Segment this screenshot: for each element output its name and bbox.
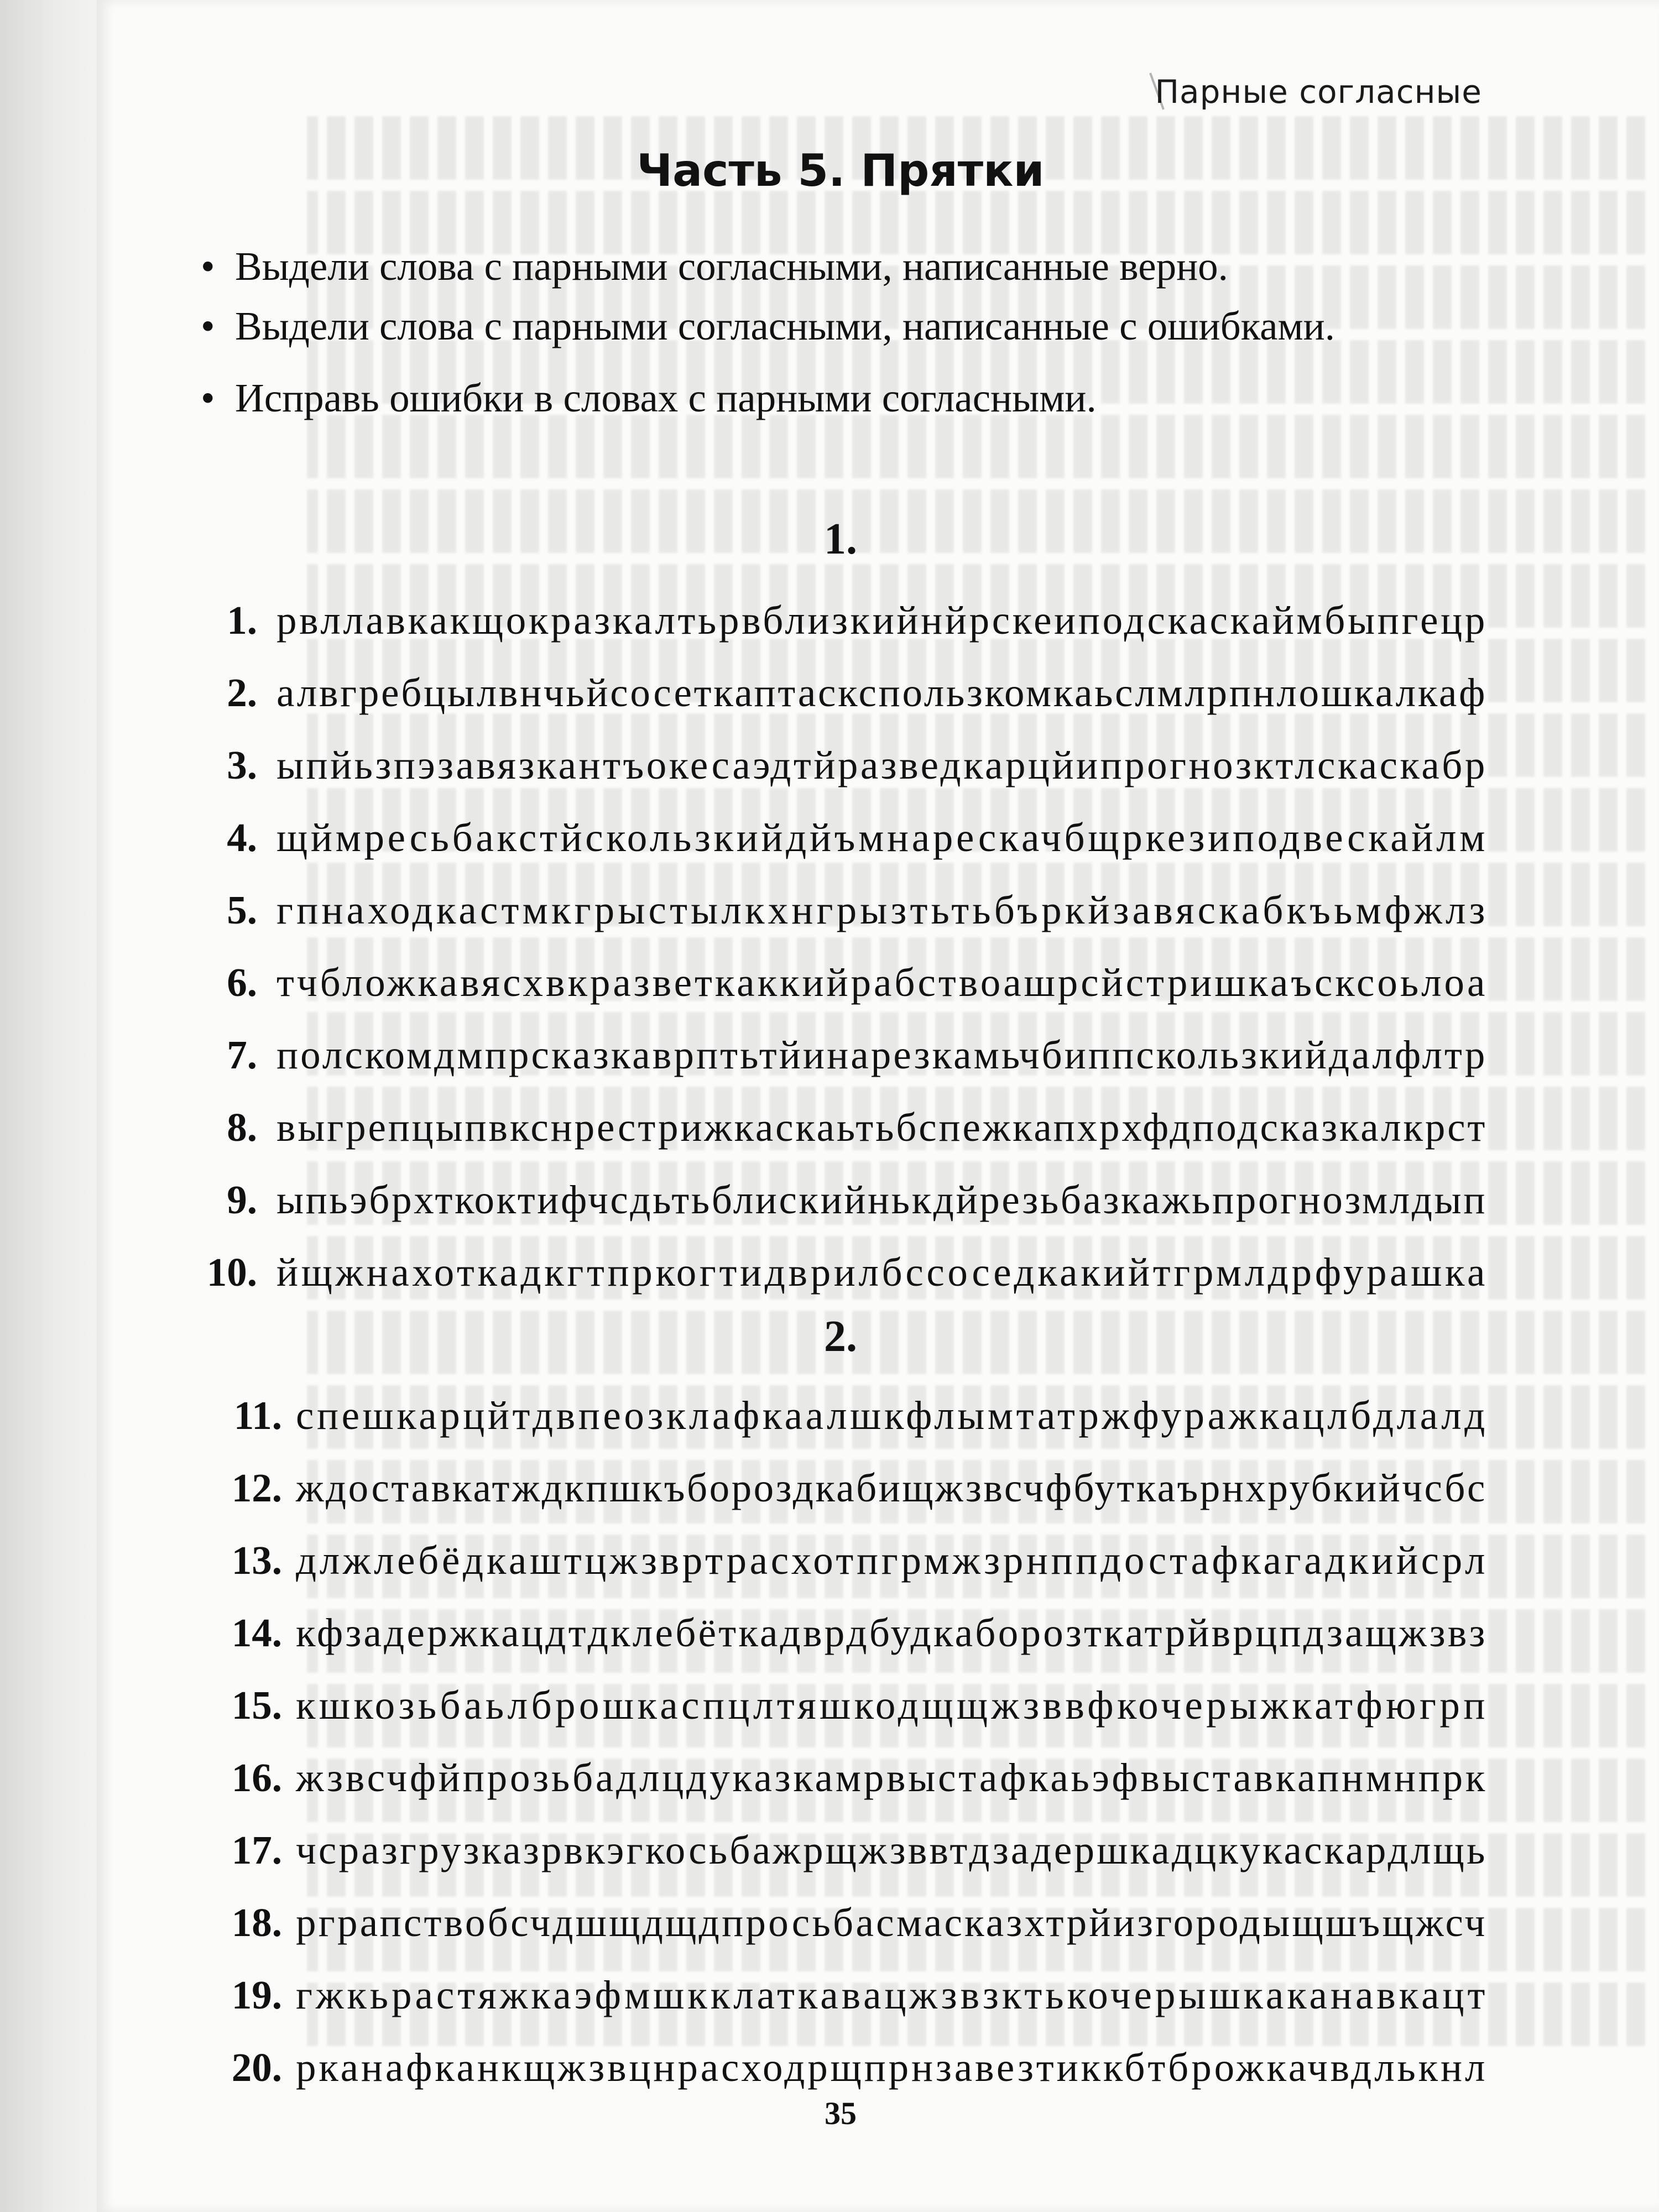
row-letters[interactable]: кшкозьбаьлброшкаспцлтяшкодщщжзввфкочерыжкатфюгрп bbox=[296, 1683, 1489, 1728]
row-letters[interactable]: полскомдмпрсказкаврптьтйинарезкамьчбиппскользкийдалфлтр bbox=[276, 1032, 1488, 1077]
row-number: 2. bbox=[227, 670, 257, 715]
letter-row bbox=[196, 1388, 1488, 1460]
row-letters[interactable]: тчбложкавясхвкразветкаккийрабствоашрсйстришкаъсксоьлоа bbox=[276, 960, 1488, 1005]
instruction-item bbox=[196, 368, 1490, 428]
letter-row bbox=[196, 738, 1488, 810]
letter-row bbox=[196, 1895, 1488, 1968]
row-letters[interactable]: ждоставкатждкпшкъбороздкабищжзвсчфбуткаърнхрубкийчсбс bbox=[296, 1465, 1487, 1510]
row-letters[interactable]: чсразгрузказрвкэгкосьбажрщжзввтдзадершкадцкукаскардлщь bbox=[296, 1828, 1488, 1872]
part-title: Часть 5. Прятки bbox=[637, 145, 1045, 196]
row-number: 1. bbox=[227, 598, 257, 643]
row-letters[interactable]: ыпйьзпэзавязкантъокесаэдтйразведкарцйипрогнозктлскаскабр bbox=[276, 743, 1488, 787]
instruction-list bbox=[196, 237, 1490, 428]
row-number: 16. bbox=[231, 1755, 282, 1800]
row-number: 3. bbox=[227, 743, 257, 787]
page-number: 35 bbox=[825, 2095, 857, 2131]
row-letters[interactable]: ыпьэбрхткоктифчсдьтьблискийнькдйрезьбазкажьпрогнозмлдып bbox=[276, 1177, 1488, 1222]
row-letters[interactable]: рграпствобсчдшщдщдпросьбасмасказхтрйизгородыщшъщжсч bbox=[296, 1900, 1488, 1945]
scan-shadow bbox=[0, 0, 100, 2212]
letter-row bbox=[196, 1605, 1488, 1678]
bullet-icon: • bbox=[201, 375, 215, 420]
row-letters[interactable]: выгрепцыпвкснрестрижкаскаьтьбспежкапхрхфдподсказкалкрст bbox=[276, 1105, 1488, 1150]
letter-row bbox=[196, 1750, 1488, 1823]
letter-row bbox=[196, 665, 1488, 738]
row-number: 12. bbox=[231, 1465, 282, 1510]
row-letters[interactable]: кфзадержкацдтдклебёткадврдбудкаборозткатрйврцпдзащжзвз bbox=[296, 1610, 1488, 1655]
row-letters[interactable]: рвллавкакщокразкалтьрвблизкийнйрскеиподскаскаймбыпгецр bbox=[276, 598, 1488, 643]
row-number: 15. bbox=[231, 1683, 282, 1728]
bullet-icon: • bbox=[201, 304, 215, 348]
row-number: 5. bbox=[227, 888, 257, 932]
section-number: 2. bbox=[824, 1312, 857, 1361]
letter-row bbox=[196, 1823, 1488, 1895]
letter-row bbox=[196, 593, 1488, 665]
letter-row bbox=[196, 1678, 1489, 1750]
row-number: 17. bbox=[231, 1828, 282, 1872]
section-number: 1. bbox=[824, 515, 857, 564]
row-number: 20. bbox=[231, 2045, 282, 2090]
row-letters[interactable]: гжкьрастяжкаэфмшкклаткавацжзвзктькочерышкаканавкацт bbox=[296, 1973, 1489, 2017]
instruction-text: Выдели слова с парными согласными, написанные верно. bbox=[235, 244, 1228, 289]
row-letters[interactable]: рканафканкщжзвцнрасходрщпрнзавезтиккбтброжкачвдлькнл bbox=[296, 2045, 1488, 2090]
bullet-icon: • bbox=[201, 244, 215, 289]
row-letters[interactable]: спешкарцйтдвпеозклафкаалшкфлымтатржфуражкацлбдлалд bbox=[296, 1393, 1488, 1438]
instruction-item bbox=[196, 296, 1490, 356]
letter-row bbox=[196, 1027, 1488, 1100]
row-number: 19. bbox=[231, 1973, 282, 2017]
row-number: 8. bbox=[227, 1105, 257, 1150]
letter-row bbox=[196, 810, 1489, 883]
letter-grid-section-2 bbox=[196, 1388, 1489, 2112]
letter-row bbox=[196, 1968, 1489, 2040]
row-letters[interactable]: йщжнахоткадкгтпркогтидврилбссоседкакийтгрмлдрфурашка bbox=[276, 1250, 1489, 1295]
row-number: 9. bbox=[227, 1177, 257, 1222]
row-number: 7. bbox=[227, 1032, 257, 1077]
letter-row bbox=[196, 883, 1489, 955]
letter-row bbox=[196, 955, 1488, 1027]
letter-row bbox=[196, 1172, 1488, 1245]
row-number: 18. bbox=[231, 1900, 282, 1945]
running-head: Парные согласные bbox=[1155, 73, 1482, 111]
instruction-text: Выдели слова с парными согласными, написанные с ошибками. bbox=[235, 304, 1335, 348]
row-letters[interactable]: гпнаходкастмкгрыстылкхнгрызтьтьбъркйзавяскабкъьмфжлз bbox=[276, 888, 1489, 932]
letter-row bbox=[196, 1533, 1489, 1605]
row-number: 14. bbox=[231, 1610, 282, 1655]
row-number: 11. bbox=[233, 1393, 282, 1438]
letter-row bbox=[196, 1100, 1488, 1172]
row-number: 6. bbox=[227, 960, 257, 1005]
row-letters[interactable]: длжлебёдкаштцжзвртрасхотпгрмжзрнппдостафкагадкийсрл bbox=[296, 1538, 1489, 1583]
letter-row bbox=[196, 1460, 1485, 1533]
row-number: 10. bbox=[206, 1250, 257, 1295]
instruction-item bbox=[196, 237, 1490, 296]
letter-grid-section-1 bbox=[196, 593, 1489, 1317]
row-number: 13. bbox=[231, 1538, 282, 1583]
instruction-text: Исправь ошибки в словах с парными согласными. bbox=[235, 375, 1097, 420]
letter-row bbox=[196, 1245, 1489, 1317]
row-letters[interactable]: щймресьбакстйскользкийдйъмнарескачбщркезиподвескайлм bbox=[276, 815, 1489, 860]
row-number: 4. bbox=[227, 815, 257, 860]
row-letters[interactable]: алвгребцылвнчьйсосеткаптаскспользкомкаьслмлрпнлошкалкаф bbox=[276, 670, 1488, 715]
row-letters[interactable]: жзвсчфйпрозьбадлцдуказкамрвыстафкаьэфвыставкапнмнпрк bbox=[296, 1755, 1488, 1800]
